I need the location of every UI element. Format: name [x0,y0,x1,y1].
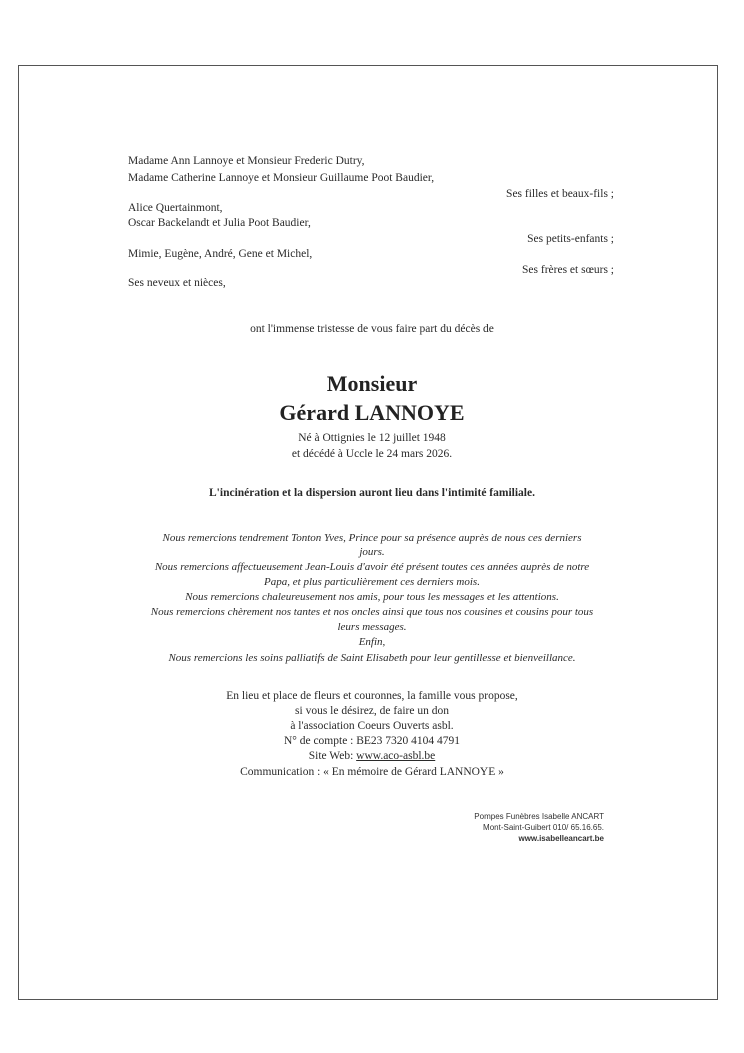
deceased-title: Monsieur [326,371,418,396]
donation-line: En lieu et place de fleurs et couronnes, la famille vous propose, [226,690,518,702]
family-role: Ses petits-enfants ; [527,233,614,245]
website-line [0,750,744,762]
death-info: et décédé à Uccle le 24 mars 2026. [291,448,453,460]
thanks-line: Enfin, [358,636,386,648]
birth-info: Né à Ottignies le 12 juillet 1948 [298,432,446,444]
thanks-line: Nous remercions chèrement nos tantes et nos oncles ainsi que tous nos cousines et cousins pour tous [150,606,594,618]
ceremony-info: L'incinération et la dispersion auront lieu dans l'intimité familiale. [209,487,535,499]
thanks-line: Papa, et plus particulièrement ces derniers mois. [264,576,480,588]
family-line: Ses neveux et nièces, [128,277,226,289]
website-label: Site Web: [308,750,357,762]
family-line: Madame Catherine Lannoye et Monsieur Guillaume Poot Baudier, [128,172,435,184]
thanks-line: Nous remercions les soins palliatifs de Saint Elisabeth pour leur gentillesse et bienveillance. [168,652,576,664]
family-line: Madame Ann Lannoye et Monsieur Frederic Dutry, [128,155,365,167]
family-line: Mimie, Eugène, André, Gene et Michel, [128,248,313,260]
thanks-line: Nous remercions tendrement Tonton Yves, Prince pour sa présence auprès de nous ces derniers [162,532,582,544]
announcement-intro: ont l'immense tristesse de vous faire part du décès de [250,323,494,335]
thanks-line: Nous remercions affectueusement Jean-Louis d'avoir été présent toutes ces années auprès de notre [154,561,590,573]
thanks-line: jours. [359,546,385,558]
family-line: Alice Quertainmont, [128,202,223,214]
thanks-line: leurs messages. [337,621,407,633]
funeral-home-web[interactable]: www.isabelleancart.be [518,834,604,843]
family-line: Oscar Backelandt et Julia Poot Baudier, [128,217,311,229]
donation-line: à l'association Coeurs Ouverts asbl. [290,720,454,732]
family-role: Ses filles et beaux-fils ; [506,188,614,200]
funeral-home-name: Pompes Funèbres Isabelle ANCART [474,812,604,821]
family-role: Ses frères et sœurs ; [522,264,614,276]
funeral-home-address: Mont-Saint-Guibert 010/ 65.16.65. [483,823,604,832]
thanks-line: Nous remercions chaleureusement nos amis, pour tous les messages et les attentions. [185,591,559,603]
communication-line: Communication : « En mémoire de Gérard LANNOYE » [240,766,504,778]
account-number: N° de compte : BE23 7320 4104 4791 [283,735,461,747]
donation-line: si vous le désirez, de faire un don [295,705,449,717]
website-link[interactable]: www.aco-asbl.be [356,750,436,762]
deceased-name: Gérard LANNOYE [279,400,465,425]
